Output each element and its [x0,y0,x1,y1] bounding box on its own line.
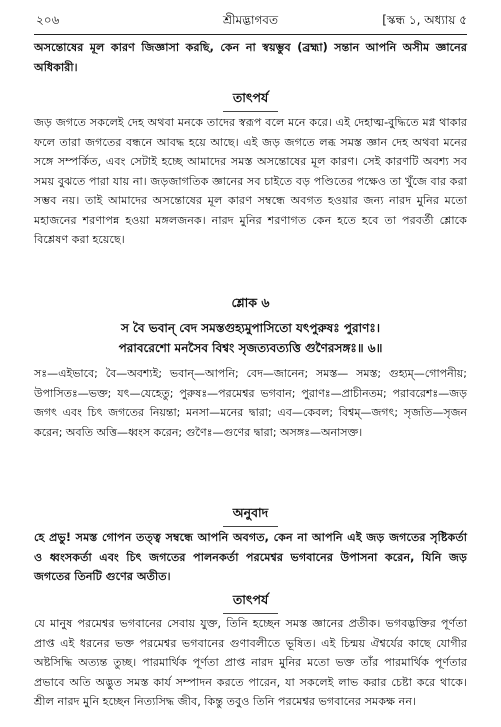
page-header [34,8,467,35]
translation-paragraph: হে প্রভু! সমস্ত গোপন তত্ত্ব সম্বন্ধে আপনি অবগত, কেন না আপনি এই জড় জগতের সৃষ্টিকর্তা ও ধ্বংসকর্তা এবং চিৎ জগতের পালনকর্তা পরমেশ্বর ভগবানের উপাসনা করেন, যিনি জড় জগতের তিনটি গুণের অতীত। [34,531,467,583]
verse-line-1: স বৈ ভবান্ বেদ সমস্তগুহ্যমুপাসিতো যৎপুরুষঃ পুরাণঃ। [120,321,381,335]
translation-heading [0,505,501,527]
purport-heading-text: তাৎপর্য [223,90,278,112]
translation-heading-text: অনুবাদ [223,505,278,527]
canto-chapter: [স্কন্ধ ১, অধ্যায় ৫ [382,13,467,27]
book-title: শ্রীমদ্ভাগবত [222,13,278,27]
synonyms-paragraph: সঃ—এইভাবে; বৈ—অবশ্যই; ভবান্—আপনি; বেদ—জানেন; সমস্ত— সমস্ত; গুহ্যম্—গোপনীয়; উপাসিতঃ—ভক্ত; যৎ—যেহেতু; পুরুষঃ—পরমেশ্বর ভগবান; পুরাণঃ—প্রাচীনতম; পরাবরেশঃ—জড় জগৎ এবং চিৎ জগতের নিয়ন্তা; মনসা—মনের দ্বারা; এব—কেবল; বিশ্বম্—জগৎ; সৃজতি—সৃজন করেন; অবতি অত্তি—ধ্বংস করেন; গুণৈঃ—গুণের দ্বারা; অসঙ্গঃ—অনাসক্ত। [34,367,467,439]
verse-heading: শ্লোক ৬ [231,295,270,310]
intro-paragraph: অসন্তোষের মূল কারণ জিজ্ঞাসা করছি, কেন না স্বয়ম্ভুব (ব্রহ্মা) সন্তান আপনি অসীম জ্ঞানের অধিকারী। [34,41,467,74]
purport2-heading [0,592,501,614]
purport-paragraph: জড় জগতে সকলেই দেহ অথবা মনকে তাদের স্বরূপ বলে মনে করে। এই দেহাত্ম-বুদ্ধিতে মগ্ন থাকার ফলে তারা জগতের বন্ধনে আবদ্ধ হয়ে আছে। এই জড় জগতে লব্ধ সমস্ত জ্ঞান দেহ অথবা মনের সঙ্গে সম্পর্কিত, এবং সেটাই হচ্ছে আমাদের সমস্ত অসন্তোষের মূল কারণ। সেই কারণটি অবশ্য সব সময় বুঝতে পারা যায় না। জড়জাগতিক জ্ঞানের সব চাইতে বড় পণ্ডিতের পক্ষেও তা খুঁজে বার করা সম্ভব নয়। তাই আমাদের অসন্তোষের মূল কারণ সম্বন্ধে অবগত হওয়ার জন্য নারদ মুনির মতো মহাজনের শরণাপন্ন হওয়া মঙ্গলজনক। নারদ মুনির শরণাগত কেন হতে হবে তা পরবর্তী শ্লোকে বিশ্লেষণ করা হয়েছে। [34,116,467,246]
purport2-heading-text: তাৎপর্য [223,592,278,614]
verse-line-2: পরাবরেশো মনসৈব বিশ্বং সৃজত্যবত্যত্তি গুণৈরসঙ্গঃ॥ ৬॥ [118,341,383,355]
page-number: ২০৬ [36,13,60,27]
purport2-paragraph: যে মানুষ পরমেশ্বর ভগবানের সেবায় যুক্ত, তিনি হচ্ছেন সমস্ত জ্ঞানের প্রতীক। ভগবদ্ভক্তির পূর্ণতা প্রাপ্ত এই ধরনের ভক্ত পরমেশ্বর ভগবানের গুণাবলীতে ভূষিত। এই চিন্ময় ঐশ্বর্যের কাছে যোগীর অষ্টসিদ্ধি অত্যন্ত তুচ্ছ। পারমার্থিক পূর্ণতা প্রাপ্ত নারদ মুনির মতো ভক্ত তাঁর পারমার্থিক পূর্ণতার প্রভাবে অতি অদ্ভুত সমস্ত কার্য সম্পাদন করতে পারেন, যা সকলেই লাভ করার চেষ্টা করে থাকে। শ্রীল নারদ মুনি হচ্ছেন নিত্যসিদ্ধ জীব, কিন্তু তবুও তিনি পরমেশ্বর ভগবানের সমকক্ষ নন। [34,617,467,708]
purport-heading [0,90,501,112]
verse-text [34,318,467,358]
